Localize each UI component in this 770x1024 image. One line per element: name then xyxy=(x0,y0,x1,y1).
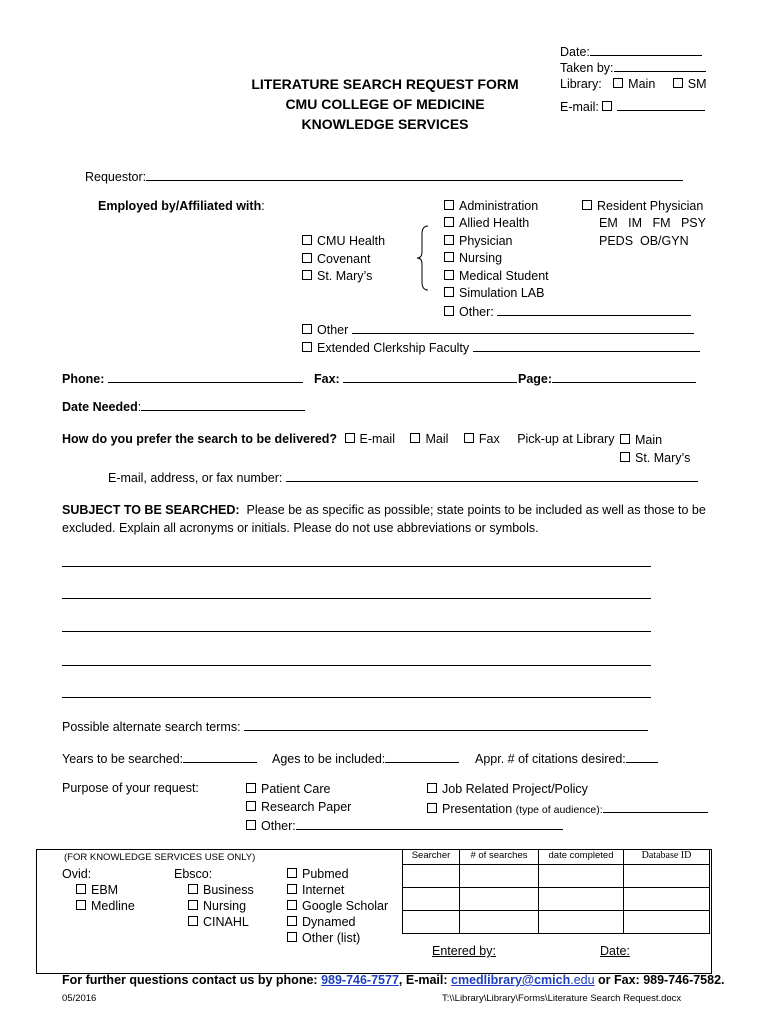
years-line xyxy=(183,749,257,763)
org-item[interactable] xyxy=(302,251,385,269)
ebsco-block xyxy=(174,866,254,930)
ebsco-item-label: Nursing xyxy=(203,899,247,913)
years-field[interactable] xyxy=(62,749,257,766)
ebsco-item-label: Business xyxy=(203,883,254,897)
title-line-1: LITERATURE SEARCH REQUEST FORM xyxy=(251,76,519,92)
extended-clerkship-checkbox[interactable] xyxy=(302,342,312,352)
pickup-main-checkbox[interactable] xyxy=(620,434,630,444)
other-affiliation[interactable] xyxy=(302,320,694,337)
subject-instructions xyxy=(62,501,706,537)
taken-by-label: Taken by: xyxy=(560,61,614,75)
extended-clerkship-label: Extended Clerkship Faculty xyxy=(317,341,470,355)
table-cell[interactable] xyxy=(624,865,710,888)
citations-line xyxy=(626,749,658,763)
ovid-checkbox[interactable] xyxy=(76,900,86,910)
ebsco-label: Ebsco: xyxy=(174,867,213,881)
table-cell[interactable] xyxy=(460,911,539,934)
extended-clerkship-line xyxy=(473,338,700,352)
date-needed-field[interactable]: Date Needed: xyxy=(62,397,305,414)
subject-line[interactable] xyxy=(62,598,651,599)
table-header-cell: Searcher xyxy=(403,850,460,865)
source-item-label: Internet xyxy=(302,883,345,897)
table-cell[interactable] xyxy=(539,888,624,911)
page-line xyxy=(552,369,696,383)
ebsco-item[interactable] xyxy=(174,914,254,930)
search-log-table xyxy=(402,849,710,934)
ebsco-item-label: CINAHL xyxy=(203,915,249,929)
footer-email-suffix[interactable]: .edu xyxy=(570,973,595,987)
subject-line[interactable] xyxy=(62,631,651,632)
role-item[interactable] xyxy=(444,250,691,267)
title-line-2: CMU COLLEGE OF MEDICINE xyxy=(285,96,485,112)
entered-date-label: Date: xyxy=(600,944,630,958)
role-label: Nursing xyxy=(459,251,503,266)
role-other-line xyxy=(497,302,691,316)
table-header-cell: # of searches xyxy=(460,850,539,865)
purpose-checkbox[interactable] xyxy=(427,783,437,793)
ebsco-checkbox[interactable] xyxy=(188,916,198,926)
library-field xyxy=(560,77,707,91)
library-sm-label: SM xyxy=(687,77,707,91)
resident-item[interactable] xyxy=(582,198,706,215)
purpose-audience-label: (type of audience): xyxy=(515,803,603,816)
date-label: Date: xyxy=(560,45,590,59)
source-item[interactable] xyxy=(287,898,388,914)
role-checkbox[interactable] xyxy=(444,287,454,297)
page-field[interactable] xyxy=(518,369,696,386)
library-main-checkbox[interactable] xyxy=(613,78,623,88)
role-label: Allied Health xyxy=(459,216,530,231)
table-header-cell: Database ID xyxy=(624,850,710,865)
table-cell[interactable] xyxy=(403,911,460,934)
delivery-email-label: E-mail xyxy=(359,432,395,446)
source-checkbox[interactable] xyxy=(287,916,297,926)
date-needed-line xyxy=(141,397,305,411)
role-label: Simulation LAB xyxy=(459,286,545,301)
employed-label-colon: : xyxy=(261,199,265,213)
delivery-address-line xyxy=(286,468,698,482)
source-item-label: Other (list) xyxy=(302,931,361,945)
table-header-row xyxy=(403,850,710,865)
delivery-fax-checkbox[interactable] xyxy=(464,433,474,443)
page-label: Page: xyxy=(518,372,553,386)
subject-line[interactable] xyxy=(62,566,651,567)
pickup-options xyxy=(620,432,690,467)
role-label: Medical Student xyxy=(459,268,549,283)
purpose-checkbox[interactable] xyxy=(246,820,256,830)
org-checkbox[interactable] xyxy=(302,235,312,245)
subject-text-1: Please be as specific as possible; state points to be included as well as those to be xyxy=(246,503,706,517)
pickup-main[interactable] xyxy=(620,432,690,450)
table-cell[interactable] xyxy=(624,888,710,911)
footer-email-label: , E-mail: xyxy=(398,973,448,987)
ovid-item-label: EBM xyxy=(91,883,119,897)
purpose-presentation[interactable] xyxy=(427,799,708,820)
footer-path: T:\\Library\Library\Forms\Literature Search Request.docx xyxy=(442,993,682,1004)
pickup-main-label: Main xyxy=(635,433,663,447)
table-cell[interactable] xyxy=(539,911,624,934)
title-line-3: KNOWLEDGE SERVICES xyxy=(301,116,469,132)
admin-email-label: E-mail: xyxy=(560,100,599,114)
resident-label: Resident Physician xyxy=(597,199,704,213)
role-checkbox[interactable] xyxy=(444,200,454,210)
source-checkbox[interactable] xyxy=(287,868,297,878)
org-label: CMU Health xyxy=(317,234,386,248)
table-cell[interactable] xyxy=(539,865,624,888)
admin-email-field xyxy=(560,97,705,114)
purpose-audience-line xyxy=(603,799,708,813)
phone-field[interactable] xyxy=(62,369,303,386)
source-checkbox[interactable] xyxy=(287,900,297,910)
role-item-other[interactable] xyxy=(444,302,691,321)
purpose-checkbox[interactable] xyxy=(246,801,256,811)
role-checkbox[interactable] xyxy=(444,235,454,245)
subject-line[interactable] xyxy=(62,697,651,698)
purpose-presentation-label: Presentation xyxy=(442,801,513,816)
footer-fax: or Fax: 989-746-7582. xyxy=(598,973,725,987)
other-affiliation-checkbox[interactable] xyxy=(302,324,312,334)
admin-email-line xyxy=(617,97,705,111)
pickup-st-marys[interactable] xyxy=(620,450,690,468)
footer-prefix: For further questions contact us by phone: xyxy=(62,973,318,987)
brace-icon xyxy=(414,224,434,292)
alternate-terms-label: Possible alternate search terms: xyxy=(62,720,241,734)
taken-by-field[interactable] xyxy=(560,58,706,75)
employed-label-text: Employed by/Affiliated with xyxy=(98,199,262,213)
phone-label: Phone: xyxy=(62,372,105,386)
other-affiliation-label: Other xyxy=(317,323,349,337)
ages-label: Ages to be included: xyxy=(272,752,386,766)
role-label: Administration xyxy=(459,199,539,213)
org-label: Covenant xyxy=(317,251,371,266)
delivery-address-label: E-mail, address, or fax number: xyxy=(108,471,283,485)
library-sm-checkbox[interactable] xyxy=(673,78,683,88)
alternate-terms-line xyxy=(244,717,648,731)
role-checkbox[interactable] xyxy=(444,306,454,316)
resident-block xyxy=(582,198,706,250)
purpose-checkbox[interactable] xyxy=(427,803,437,813)
delivery-fax-label: Fax xyxy=(478,432,500,446)
ovid-item[interactable] xyxy=(62,898,135,914)
ovid-label: Ovid: xyxy=(62,867,92,881)
ovid-item[interactable] xyxy=(62,882,135,898)
ages-line xyxy=(385,749,459,763)
org-item[interactable] xyxy=(302,233,385,251)
resident-specialties-2: PEDS OB/GYN xyxy=(599,233,689,248)
delivery-question: How do you prefer the search to be delivered? xyxy=(62,432,338,446)
table-cell[interactable] xyxy=(403,865,460,888)
date-field[interactable] xyxy=(560,42,702,59)
source-item[interactable] xyxy=(287,866,388,882)
requestor-field[interactable] xyxy=(85,167,683,184)
subject-text-2: excluded. Explain all acronyms or initials. Please do not use abbreviations or symbols. xyxy=(62,521,539,535)
ebsco-item[interactable] xyxy=(174,882,254,898)
pickup-st-marys-checkbox[interactable] xyxy=(620,452,630,462)
employed-label xyxy=(98,199,265,213)
purpose-right-options xyxy=(427,781,708,819)
requestor-label: Requestor: xyxy=(85,170,147,184)
table-cell[interactable] xyxy=(460,888,539,911)
table-row[interactable] xyxy=(403,911,710,934)
form-title xyxy=(235,74,535,134)
role-label: Other: xyxy=(459,305,494,320)
requestor-line xyxy=(146,167,683,181)
date-line xyxy=(590,42,702,56)
delivery-mail-label: Mail xyxy=(425,432,449,446)
source-item-label: Google Scholar xyxy=(302,899,389,913)
years-label: Years to be searched: xyxy=(62,752,184,766)
purpose-research-paper-label: Research Paper xyxy=(261,799,352,814)
role-item[interactable] xyxy=(444,268,691,285)
purpose-label: Purpose of your request: xyxy=(62,781,199,795)
pickup-st-marys-label: St. Mary’s xyxy=(635,450,691,465)
org-checkbox[interactable] xyxy=(302,253,312,263)
table-cell[interactable] xyxy=(624,911,710,934)
source-checkbox[interactable] xyxy=(287,932,297,942)
source-item-label: Pubmed xyxy=(302,867,349,881)
subject-label: SUBJECT TO BE SEARCHED: xyxy=(62,503,240,517)
citations-label: Appr. # of citations desired: xyxy=(475,752,626,766)
table-row[interactable] xyxy=(403,888,710,911)
ovid-item-label: Medline xyxy=(91,899,135,913)
source-item[interactable] xyxy=(287,914,388,930)
library-label: Library: xyxy=(560,77,602,91)
extended-clerkship[interactable] xyxy=(302,338,700,355)
purpose-other-label: Other: xyxy=(261,819,296,833)
staff-heading: (FOR KNOWLEDGE SERVICES USE ONLY) xyxy=(64,852,256,863)
fax-field[interactable] xyxy=(314,369,517,386)
table-header-cell: date completed xyxy=(539,850,624,865)
fax-line xyxy=(343,369,517,383)
footer-phone-link[interactable]: 989-746-7577 xyxy=(321,973,399,987)
source-item[interactable] xyxy=(287,930,388,946)
subject-line[interactable] xyxy=(62,665,651,666)
role-checkbox[interactable] xyxy=(444,270,454,280)
ebsco-checkbox[interactable] xyxy=(188,884,198,894)
footer-contact xyxy=(62,973,725,987)
other-source-block xyxy=(287,866,388,946)
alternate-terms-field[interactable] xyxy=(62,717,648,734)
footer-email-link[interactable]: cmedlibrary@cmich xyxy=(451,973,571,987)
library-main-label: Main xyxy=(628,77,656,91)
other-affiliation-line xyxy=(352,320,694,334)
org-checkbox[interactable] xyxy=(302,270,312,280)
delivery-pickup-label: Pick-up at Library xyxy=(517,432,615,446)
role-checkbox[interactable] xyxy=(444,252,454,262)
role-label: Physician xyxy=(459,233,513,248)
org-label: St. Mary’s xyxy=(317,269,373,283)
table-cell[interactable] xyxy=(460,865,539,888)
entered-by-label: Entered by: xyxy=(432,944,496,958)
org-item[interactable] xyxy=(302,268,385,286)
purpose-job-related[interactable] xyxy=(427,781,708,799)
delivery-mail-checkbox[interactable] xyxy=(410,433,420,443)
footer-revision: 05/2016 xyxy=(62,993,97,1004)
purpose-checkbox[interactable] xyxy=(246,783,256,793)
org-list xyxy=(302,233,385,286)
role-checkbox[interactable] xyxy=(444,217,454,227)
table-row[interactable] xyxy=(403,865,710,888)
ages-field[interactable] xyxy=(272,749,459,766)
ovid-block xyxy=(62,866,135,914)
ebsco-item[interactable] xyxy=(174,898,254,914)
source-checkbox[interactable] xyxy=(287,884,297,894)
source-item[interactable] xyxy=(287,882,388,898)
purpose-job-related-label: Job Related Project/Policy xyxy=(442,782,588,796)
delivery-address-field[interactable] xyxy=(108,468,698,485)
fax-label: Fax: xyxy=(314,372,340,386)
date-needed-label: Date Needed xyxy=(62,400,138,414)
admin-email-checkbox[interactable] xyxy=(602,101,612,111)
citations-field[interactable] xyxy=(475,749,658,766)
role-item[interactable] xyxy=(444,285,691,302)
resident-specialties-1: EM IM FM PSY xyxy=(599,216,706,231)
ebsco-checkbox[interactable] xyxy=(188,900,198,910)
ovid-checkbox[interactable] xyxy=(76,884,86,894)
resident-checkbox[interactable] xyxy=(582,200,592,210)
phone-line xyxy=(108,369,303,383)
source-item-label: Dynamed xyxy=(302,915,356,929)
table-cell[interactable] xyxy=(403,888,460,911)
delivery-email-checkbox[interactable] xyxy=(345,433,355,443)
taken-by-line xyxy=(614,58,706,72)
delivery-row xyxy=(62,432,614,446)
purpose-patient-care-label: Patient Care xyxy=(261,782,331,796)
